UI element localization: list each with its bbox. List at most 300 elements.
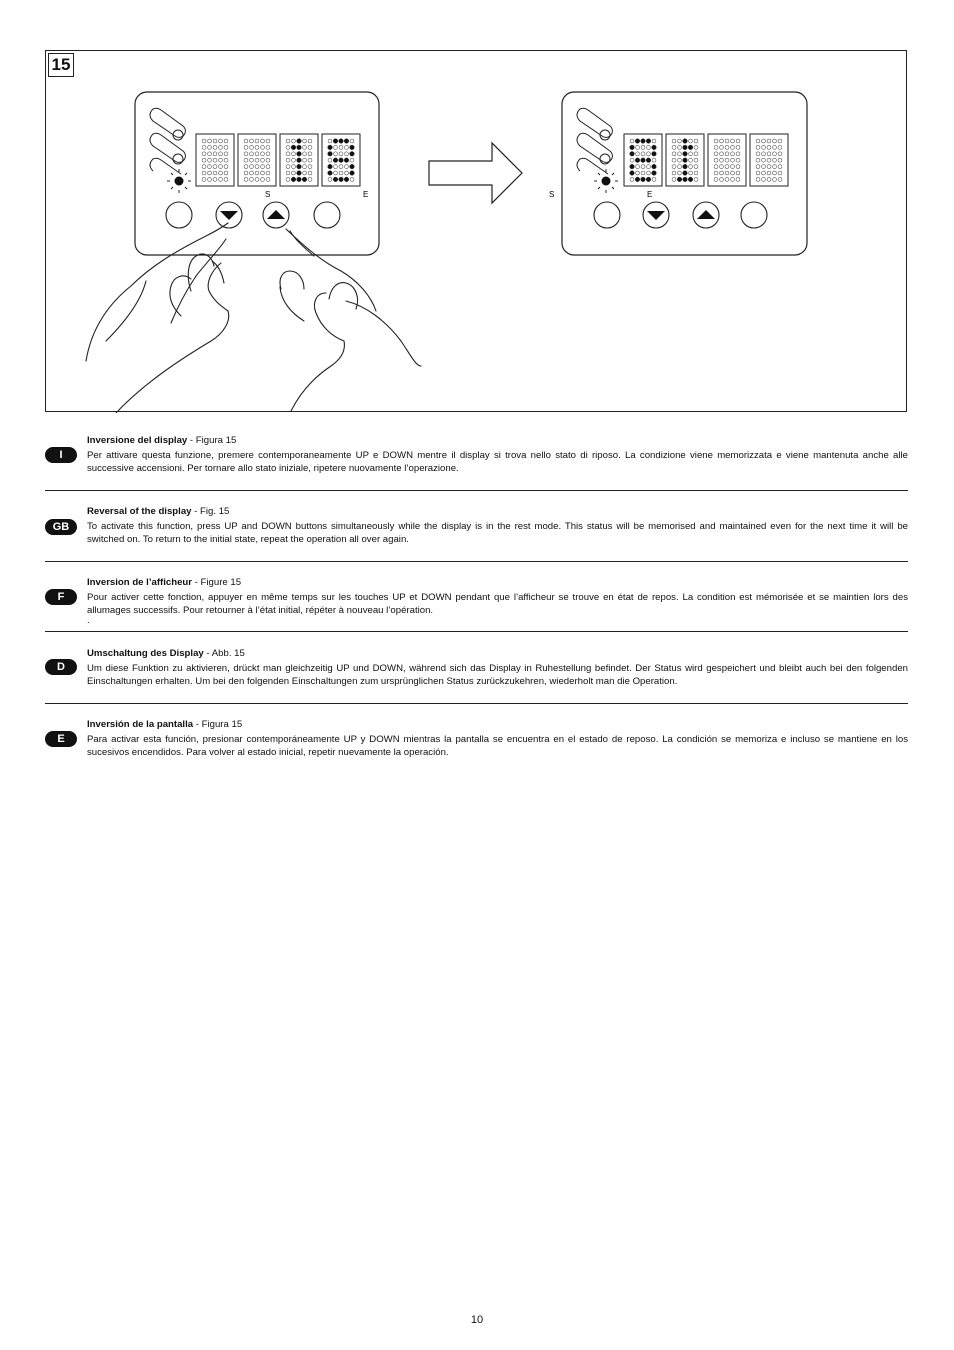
- matrix-dot-off: [250, 145, 254, 149]
- matrix-dot-off: [725, 139, 729, 143]
- matrix-dot-off: [672, 145, 676, 149]
- matrix-dot-off: [303, 165, 307, 169]
- matrix-dot-off: [202, 165, 206, 169]
- matrix-dot-off: [636, 171, 640, 175]
- matrix-dot-off: [694, 165, 698, 169]
- matrix-dot-off: [224, 145, 228, 149]
- matrix-dot-off: [224, 177, 228, 181]
- matrix-dot-off: [286, 177, 290, 181]
- matrix-dot-on: [652, 164, 657, 169]
- matrix-dot-on: [333, 158, 338, 163]
- matrix-dot-off: [630, 158, 634, 162]
- figure-reference: - Fig. 15: [191, 506, 230, 517]
- matrix-dot-off: [303, 158, 307, 162]
- matrix-dot-off: [350, 139, 354, 143]
- matrix-dot-off: [350, 158, 354, 162]
- matrix-dot-off: [714, 177, 718, 181]
- language-badge-i: I: [45, 447, 77, 463]
- matrix-dot-off: [694, 139, 698, 143]
- matrix-dot-off: [678, 158, 682, 162]
- matrix-dot-off: [630, 139, 634, 143]
- matrix-dot-on: [641, 139, 646, 144]
- matrix-dot-on: [646, 158, 651, 163]
- matrix-dot-off: [244, 158, 248, 162]
- matrix-dot-off: [286, 158, 290, 162]
- page-number: 10: [470, 1314, 484, 1326]
- matrix-dot-on: [328, 164, 333, 169]
- matrix-dot-off: [261, 152, 265, 156]
- matrix-dot-off: [652, 158, 656, 162]
- matrix-dot-off: [725, 152, 729, 156]
- matrix-dot-off: [731, 165, 735, 169]
- matrix-dot-off: [773, 177, 777, 181]
- matrix-dot-off: [778, 158, 782, 162]
- matrix-dot-off: [266, 145, 270, 149]
- matrix-dot-off: [339, 171, 343, 175]
- matrix-dot-off: [756, 158, 760, 162]
- matrix-dot-off: [636, 152, 640, 156]
- matrix-dot-off: [339, 145, 343, 149]
- matrix-dot-on: [635, 158, 640, 163]
- matrix-dot-off: [767, 165, 771, 169]
- matrix-dot-off: [308, 177, 312, 181]
- matrix-dot-on: [630, 164, 635, 169]
- matrix-dot-off: [266, 165, 270, 169]
- matrix-dot-off: [308, 165, 312, 169]
- matrix-dot-off: [244, 165, 248, 169]
- matrix-dot-on: [350, 152, 355, 157]
- matrix-dot-on: [350, 164, 355, 169]
- matrix-dot-off: [255, 165, 259, 169]
- matrix-dot-off: [219, 139, 223, 143]
- matrix-dot-on: [630, 152, 635, 157]
- matrix-dot-off: [286, 165, 290, 169]
- matrix-dot-off: [219, 158, 223, 162]
- matrix-dot-off: [725, 158, 729, 162]
- matrix-dot-on: [350, 145, 355, 150]
- section-title: Umschaltung des Display: [87, 648, 204, 659]
- matrix-dot-off: [641, 165, 645, 169]
- matrix-dot-off: [762, 171, 766, 175]
- matrix-dot-off: [208, 139, 212, 143]
- matrix-dot-off: [213, 165, 217, 169]
- matrix-dot-off: [303, 139, 307, 143]
- figure-reference: - Figura 15: [193, 719, 243, 730]
- matrix-dot-off: [762, 177, 766, 181]
- matrix-dot-off: [244, 145, 248, 149]
- matrix-dot-on: [683, 158, 688, 163]
- matrix-dot-off: [731, 171, 735, 175]
- matrix-dot-off: [250, 158, 254, 162]
- matrix-dot-on: [339, 139, 344, 144]
- figure-reference: - Figure 15: [192, 577, 242, 588]
- divider: [45, 631, 908, 632]
- section-body: Pour activer cette fonction, appuyer en même temps sur les touches UP et DOWN pendant que l’afficheur se trouve en état de repos. La condition est mémorisée et se maintien lors des allumages successifs. Pour retourner à l’état initial, répéter à nouveau l’opération.: [87, 592, 908, 616]
- panel-buttons-left: [166, 202, 340, 228]
- section-body: To activate this function, press UP and DOWN buttons simultaneously while the display is in the rest mode. This status will be memorised and maintained even for the next time it will be switched on. To return to the initial state, repeat the operation all over again.: [87, 521, 908, 545]
- matrix-dot-on: [344, 139, 349, 144]
- matrix-dot-off: [756, 165, 760, 169]
- divider: [45, 490, 908, 491]
- matrix-dot-off: [292, 158, 296, 162]
- hands-illustration: [86, 223, 421, 413]
- matrix-dot-on: [297, 171, 302, 176]
- matrix-dot-off: [762, 139, 766, 143]
- matrix-dot-off: [756, 145, 760, 149]
- matrix-dot-off: [773, 139, 777, 143]
- matrix-dot-off: [647, 171, 651, 175]
- matrix-dot-off: [736, 165, 740, 169]
- matrix-dot-off: [714, 139, 718, 143]
- matrix-dot-off: [636, 145, 640, 149]
- matrix-dot-off: [339, 165, 343, 169]
- matrix-dot-off: [345, 145, 349, 149]
- controller-panel-after: [549, 92, 807, 255]
- matrix-dot-off: [694, 158, 698, 162]
- matrix-dot-off: [303, 152, 307, 156]
- matrix-dot-on: [297, 152, 302, 157]
- matrix-dot-off: [647, 145, 651, 149]
- matrix-dot-off: [219, 152, 223, 156]
- matrix-dot-off: [345, 165, 349, 169]
- matrix-dot-off: [756, 139, 760, 143]
- matrix-dot-on: [350, 171, 355, 176]
- matrix-dot-off: [773, 165, 777, 169]
- matrix-dot-off: [202, 171, 206, 175]
- matrix-dot-off: [731, 158, 735, 162]
- matrix-dot-off: [292, 152, 296, 156]
- matrix-dot-off: [292, 165, 296, 169]
- figure-15: [45, 50, 907, 412]
- matrix-dot-off: [345, 171, 349, 175]
- matrix-dot-off: [328, 177, 332, 181]
- section-german: [45, 647, 908, 697]
- section-italian: [45, 434, 908, 484]
- matrix-dot-on: [339, 177, 344, 182]
- matrix-dot-off: [714, 152, 718, 156]
- section-french: [45, 576, 908, 632]
- matrix-dot-off: [778, 171, 782, 175]
- matrix-dot-off: [778, 145, 782, 149]
- matrix-dot-on: [339, 158, 344, 163]
- matrix-dot-off: [261, 145, 265, 149]
- matrix-dot-on: [677, 177, 682, 182]
- matrix-dot-off: [334, 152, 338, 156]
- led-indicators: [150, 108, 185, 174]
- section-extra: .: [87, 615, 90, 626]
- matrix-dot-off: [720, 171, 724, 175]
- matrix-dot-off: [255, 145, 259, 149]
- matrix-dot-off: [672, 165, 676, 169]
- matrix-dot-off: [689, 152, 693, 156]
- matrix-dot-off: [672, 177, 676, 181]
- matrix-dot-off: [213, 152, 217, 156]
- matrix-dot-off: [213, 158, 217, 162]
- matrix-dot-off: [224, 152, 228, 156]
- matrix-dot-off: [286, 139, 290, 143]
- matrix-dot-off: [334, 171, 338, 175]
- matrix-dot-off: [714, 171, 718, 175]
- matrix-dot-off: [213, 145, 217, 149]
- label-e-left: E: [363, 190, 369, 199]
- matrix-dot-off: [725, 177, 729, 181]
- matrix-dot-off: [778, 152, 782, 156]
- section-spanish: [45, 718, 908, 768]
- matrix-dot-off: [694, 145, 698, 149]
- matrix-dot-on: [652, 171, 657, 176]
- matrix-dot-on: [302, 177, 307, 182]
- matrix-dot-off: [303, 171, 307, 175]
- matrix-dot-off: [767, 139, 771, 143]
- matrix-dot-off: [720, 145, 724, 149]
- matrix-dot-off: [219, 165, 223, 169]
- matrix-dot-off: [244, 152, 248, 156]
- matrix-dot-off: [720, 139, 724, 143]
- matrix-dot-on: [344, 158, 349, 163]
- matrix-dot-off: [224, 139, 228, 143]
- matrix-dot-off: [250, 165, 254, 169]
- matrix-dot-off: [255, 171, 259, 175]
- matrix-dot-off: [678, 165, 682, 169]
- section-title: Reversal of the display: [87, 506, 192, 517]
- matrix-dot-off: [208, 152, 212, 156]
- matrix-dot-off: [350, 177, 354, 181]
- matrix-dot-off: [756, 177, 760, 181]
- matrix-dot-off: [308, 152, 312, 156]
- matrix-dot-off: [694, 171, 698, 175]
- matrix-dot-off: [244, 171, 248, 175]
- matrix-dot-off: [694, 177, 698, 181]
- matrix-dot-off: [672, 158, 676, 162]
- matrix-dot-off: [224, 165, 228, 169]
- section-body: Per attivare questa funzione, premere contemporaneamente UP e DOWN mentre il display si trova nello stato di riposo. La condizione viene memorizzata e viene mantenuta anche alle successive accensioni. Per tornare allo stato iniziale, ripetere nuovamente l’operazione.: [87, 450, 908, 474]
- matrix-dot-off: [767, 171, 771, 175]
- matrix-dot-off: [292, 171, 296, 175]
- matrix-dot-off: [266, 152, 270, 156]
- matrix-dot-off: [255, 158, 259, 162]
- matrix-dot-off: [714, 158, 718, 162]
- matrix-dot-off: [286, 152, 290, 156]
- matrix-dot-off: [725, 145, 729, 149]
- matrix-dot-off: [286, 171, 290, 175]
- matrix-dot-on: [683, 177, 688, 182]
- matrix-dot-off: [219, 177, 223, 181]
- figure-reference: - Abb. 15: [203, 648, 245, 659]
- matrix-dot-off: [641, 145, 645, 149]
- matrix-dot-off: [303, 145, 307, 149]
- matrix-dot-off: [773, 158, 777, 162]
- matrix-dot-on: [646, 177, 651, 182]
- matrix-dot-off: [266, 158, 270, 162]
- label-s-left: S: [265, 190, 271, 199]
- matrix-dot-off: [213, 139, 217, 143]
- matrix-dot-off: [250, 152, 254, 156]
- language-badge-gb: GB: [45, 519, 77, 535]
- matrix-dot-off: [255, 152, 259, 156]
- section-body: Para activar esta función, presionar contemporáneamente UP y DOWN mientras la pantalla se encuentra en el estado de reposo. La condición se memoriza e incluso se mantiene en los sucesivos encendidos. Para volver al estado inicial, repetir nuevamente la operación.: [87, 734, 908, 758]
- matrix-dot-on: [297, 139, 302, 144]
- matrix-dot-off: [244, 139, 248, 143]
- section-title: Inversione del display: [87, 435, 188, 446]
- matrix-dot-on: [688, 177, 693, 182]
- matrix-dot-off: [202, 152, 206, 156]
- matrix-dot-off: [630, 177, 634, 181]
- matrix-dot-off: [208, 158, 212, 162]
- matrix-dot-off: [208, 165, 212, 169]
- matrix-dot-off: [334, 145, 338, 149]
- matrix-dot-on: [328, 152, 333, 157]
- matrix-dot-off: [731, 145, 735, 149]
- matrix-dot-off: [250, 177, 254, 181]
- matrix-dot-off: [672, 152, 676, 156]
- matrix-dot-off: [266, 139, 270, 143]
- matrix-dot-off: [224, 158, 228, 162]
- matrix-dot-on: [683, 171, 688, 176]
- matrix-dot-off: [767, 177, 771, 181]
- matrix-dot-on: [333, 139, 338, 144]
- matrix-dot-off: [641, 152, 645, 156]
- matrix-dot-on: [328, 171, 333, 176]
- matrix-dot-off: [202, 139, 206, 143]
- matrix-dot-off: [255, 177, 259, 181]
- matrix-dot-on: [344, 177, 349, 182]
- matrix-dot-off: [689, 139, 693, 143]
- matrix-dot-on: [291, 145, 296, 150]
- matrix-dot-on: [683, 164, 688, 169]
- matrix-dot-on: [652, 152, 657, 157]
- matrix-dot-on: [291, 177, 296, 182]
- matrix-dot-off: [261, 165, 265, 169]
- section-english: [45, 505, 908, 555]
- matrix-dot-off: [756, 171, 760, 175]
- matrix-dot-on: [646, 139, 651, 144]
- matrix-dot-off: [678, 139, 682, 143]
- matrix-dot-off: [678, 152, 682, 156]
- matrix-dot-off: [202, 145, 206, 149]
- matrix-dot-on: [630, 145, 635, 150]
- matrix-dot-on: [297, 145, 302, 150]
- matrix-dot-off: [672, 139, 676, 143]
- matrix-dot-off: [647, 152, 651, 156]
- matrix-dot-off: [678, 171, 682, 175]
- matrix-dot-off: [308, 158, 312, 162]
- matrix-dot-off: [339, 152, 343, 156]
- matrix-dot-off: [767, 145, 771, 149]
- matrix-dot-off: [778, 139, 782, 143]
- language-badge-e: E: [45, 731, 77, 747]
- matrix-dot-off: [731, 152, 735, 156]
- divider: [45, 703, 908, 704]
- matrix-dot-off: [767, 158, 771, 162]
- matrix-dot-on: [635, 177, 640, 182]
- matrix-dot-off: [731, 139, 735, 143]
- matrix-dot-off: [308, 171, 312, 175]
- matrix-dot-off: [266, 171, 270, 175]
- matrix-dot-off: [208, 171, 212, 175]
- matrix-dot-on: [635, 139, 640, 144]
- matrix-dot-on: [641, 177, 646, 182]
- matrix-dot-off: [736, 171, 740, 175]
- matrix-dot-off: [250, 139, 254, 143]
- section-body: Um diese Funktion zu aktivieren, drückt man gleichzeitig UP und DOWN, während sich das Display in Ruhestellung befindet. Der Status wird gespeichert und bleibt auch bei den folgenden Einschaltungen erhalten. Um bei den folgenden Einschaltungen zum ursprünglichen Status zurückzukehren, wiederholt man die Operation.: [87, 663, 908, 687]
- matrix-dot-off: [736, 139, 740, 143]
- matrix-dot-off: [219, 145, 223, 149]
- matrix-dot-on: [297, 177, 302, 182]
- label-s-right: S: [549, 190, 555, 199]
- figure-reference: - Figura 15: [187, 435, 237, 446]
- matrix-dot-off: [720, 158, 724, 162]
- figure-illustration: [46, 51, 908, 413]
- matrix-dot-off: [219, 171, 223, 175]
- matrix-dot-off: [762, 165, 766, 169]
- matrix-dot-on: [652, 145, 657, 150]
- matrix-dot-on: [333, 177, 338, 182]
- matrix-dot-off: [736, 152, 740, 156]
- matrix-dot-off: [202, 177, 206, 181]
- matrix-dot-off: [641, 171, 645, 175]
- matrix-dot-off: [208, 145, 212, 149]
- matrix-dot-off: [773, 171, 777, 175]
- matrix-dot-on: [683, 145, 688, 150]
- matrix-dot-off: [689, 158, 693, 162]
- matrix-dot-off: [731, 177, 735, 181]
- matrix-dot-off: [773, 152, 777, 156]
- matrix-dot-on: [683, 139, 688, 144]
- matrix-dot-off: [694, 152, 698, 156]
- language-badge-f: F: [45, 589, 77, 605]
- matrix-dot-off: [773, 145, 777, 149]
- section-title: Inversion de l’afficheur: [87, 577, 193, 588]
- matrix-dot-off: [261, 171, 265, 175]
- matrix-dot-off: [720, 152, 724, 156]
- matrix-dot-off: [345, 152, 349, 156]
- matrix-dot-off: [292, 139, 296, 143]
- controller-panel-before: [135, 92, 379, 255]
- matrix-dot-off: [736, 145, 740, 149]
- matrix-dot-off: [762, 158, 766, 162]
- matrix-dot-off: [778, 165, 782, 169]
- matrix-dot-off: [261, 158, 265, 162]
- language-badge-d: D: [45, 659, 77, 675]
- matrix-dot-on: [630, 171, 635, 176]
- matrix-dot-off: [224, 171, 228, 175]
- matrix-dot-off: [255, 139, 259, 143]
- matrix-dot-on: [328, 145, 333, 150]
- figure-number: 15: [48, 53, 74, 77]
- matrix-dot-off: [736, 177, 740, 181]
- matrix-dot-off: [213, 171, 217, 175]
- matrix-dot-off: [689, 171, 693, 175]
- matrix-dot-off: [636, 165, 640, 169]
- matrix-dot-off: [762, 145, 766, 149]
- matrix-dot-off: [725, 171, 729, 175]
- matrix-dot-off: [720, 165, 724, 169]
- matrix-dot-off: [244, 177, 248, 181]
- matrix-dot-off: [286, 145, 290, 149]
- matrix-dot-off: [720, 177, 724, 181]
- matrix-dot-on: [683, 152, 688, 157]
- matrix-dot-off: [678, 145, 682, 149]
- matrix-dot-off: [756, 152, 760, 156]
- matrix-dot-off: [652, 177, 656, 181]
- matrix-dot-off: [778, 177, 782, 181]
- matrix-dot-on: [297, 158, 302, 163]
- matrix-dot-on: [688, 145, 693, 150]
- matrix-dot-off: [308, 145, 312, 149]
- transition-arrow-icon: [429, 143, 522, 203]
- matrix-dot-off: [714, 165, 718, 169]
- matrix-dot-off: [261, 177, 265, 181]
